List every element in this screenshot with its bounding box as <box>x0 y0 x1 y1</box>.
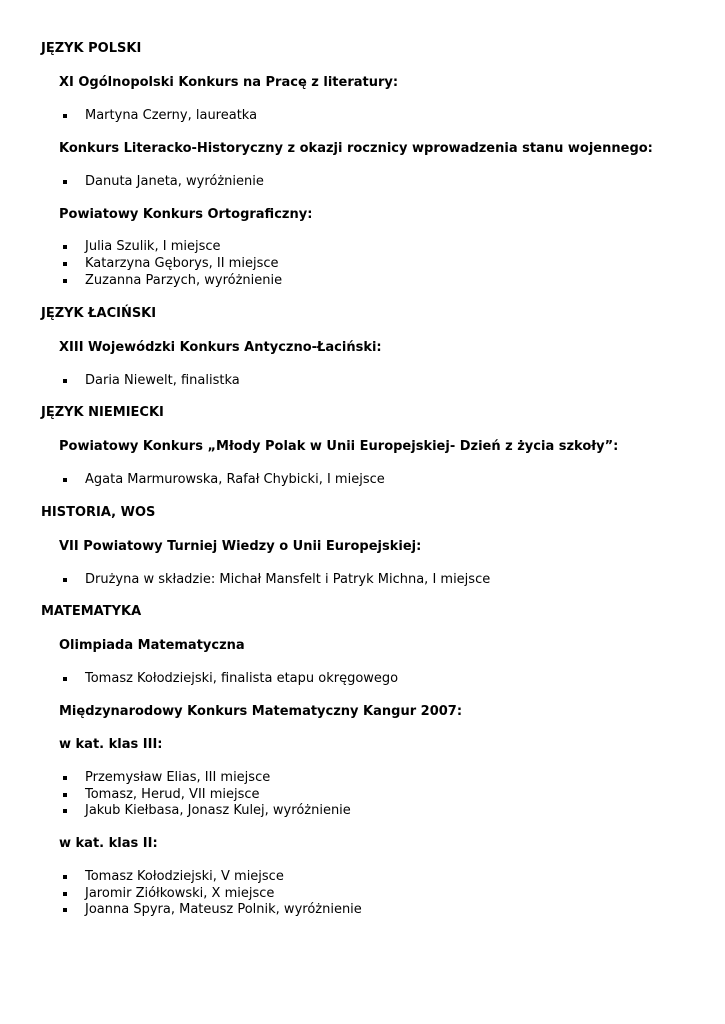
section-heading: MATEMATYKA <box>41 604 142 619</box>
bullet-icon <box>63 279 67 283</box>
list-item: Julia Szulik, I miejsce <box>85 239 221 254</box>
list-item: Jaromir Ziółkowski, X miejsce <box>85 886 275 901</box>
list-item: Joanna Spyra, Mateusz Polnik, wyróżnienie <box>85 902 362 917</box>
bullet-icon <box>63 875 67 879</box>
category-title: w kat. klas II: <box>59 836 158 851</box>
section-heading: JĘZYK NIEMIECKI <box>41 405 164 420</box>
contest-title: XIII Wojewódzki Konkurs Antyczno-Łaciński: <box>59 340 382 355</box>
section-heading: HISTORIA, WOS <box>41 505 156 520</box>
bullet-icon <box>63 262 67 266</box>
contest-title: Powiatowy Konkurs Ortograficzny: <box>59 207 313 222</box>
contest-title: Powiatowy Konkurs „Młody Polak w Unii Europejskiej- Dzień z życia szkoły”: <box>59 439 619 454</box>
list-item: Drużyna w składzie: Michał Mansfelt i Patryk Michna, I miejsce <box>85 572 491 587</box>
contest-title: Olimpiada Matematyczna <box>59 638 245 653</box>
contest-title: XI Ogólnopolski Konkurs na Pracę z literatury: <box>59 75 399 90</box>
list-item: Przemysław Elias, III miejsce <box>85 770 271 785</box>
category-title: w kat. klas III: <box>59 737 163 752</box>
list-item: Tomasz, Herud, VII miejsce <box>85 787 260 802</box>
bullet-icon <box>63 578 67 582</box>
list-item: Danuta Janeta, wyróżnienie <box>85 174 264 189</box>
bullet-icon <box>63 809 67 813</box>
bullet-icon <box>63 180 67 184</box>
bullet-icon <box>63 677 67 681</box>
bullet-icon <box>63 478 67 482</box>
bullet-icon <box>63 908 67 912</box>
list-item: Tomasz Kołodziejski, V miejsce <box>85 869 284 884</box>
bullet-icon <box>63 114 67 118</box>
section-heading: JĘZYK POLSKI <box>41 41 142 56</box>
list-item: Martyna Czerny, laureatka <box>85 108 258 123</box>
list-item: Tomasz Kołodziejski, finalista etapu okręgowego <box>85 671 399 686</box>
bullet-icon <box>63 776 67 780</box>
bullet-icon <box>63 245 67 249</box>
bullet-icon <box>63 793 67 797</box>
contest-title: VII Powiatowy Turniej Wiedzy o Unii Europejskiej: <box>59 539 422 554</box>
list-item: Agata Marmurowska, Rafał Chybicki, I miejsce <box>85 472 385 487</box>
contest-title: Konkurs Literacko-Historyczny z okazji rocznicy wprowadzenia stanu wojennego: <box>59 141 653 156</box>
list-item: Katarzyna Gęborys, II miejsce <box>85 256 279 271</box>
list-item: Jakub Kiełbasa, Jonasz Kulej, wyróżnienie <box>85 803 351 818</box>
section-heading: JĘZYK ŁACIŃSKI <box>41 306 157 321</box>
bullet-icon <box>63 379 67 383</box>
bullet-icon <box>63 892 67 896</box>
contest-title: Międzynarodowy Konkurs Matematyczny Kangur 2007: <box>59 704 463 719</box>
list-item: Daria Niewelt, finalistka <box>85 373 240 388</box>
list-item: Zuzanna Parzych, wyróżnienie <box>85 273 283 288</box>
